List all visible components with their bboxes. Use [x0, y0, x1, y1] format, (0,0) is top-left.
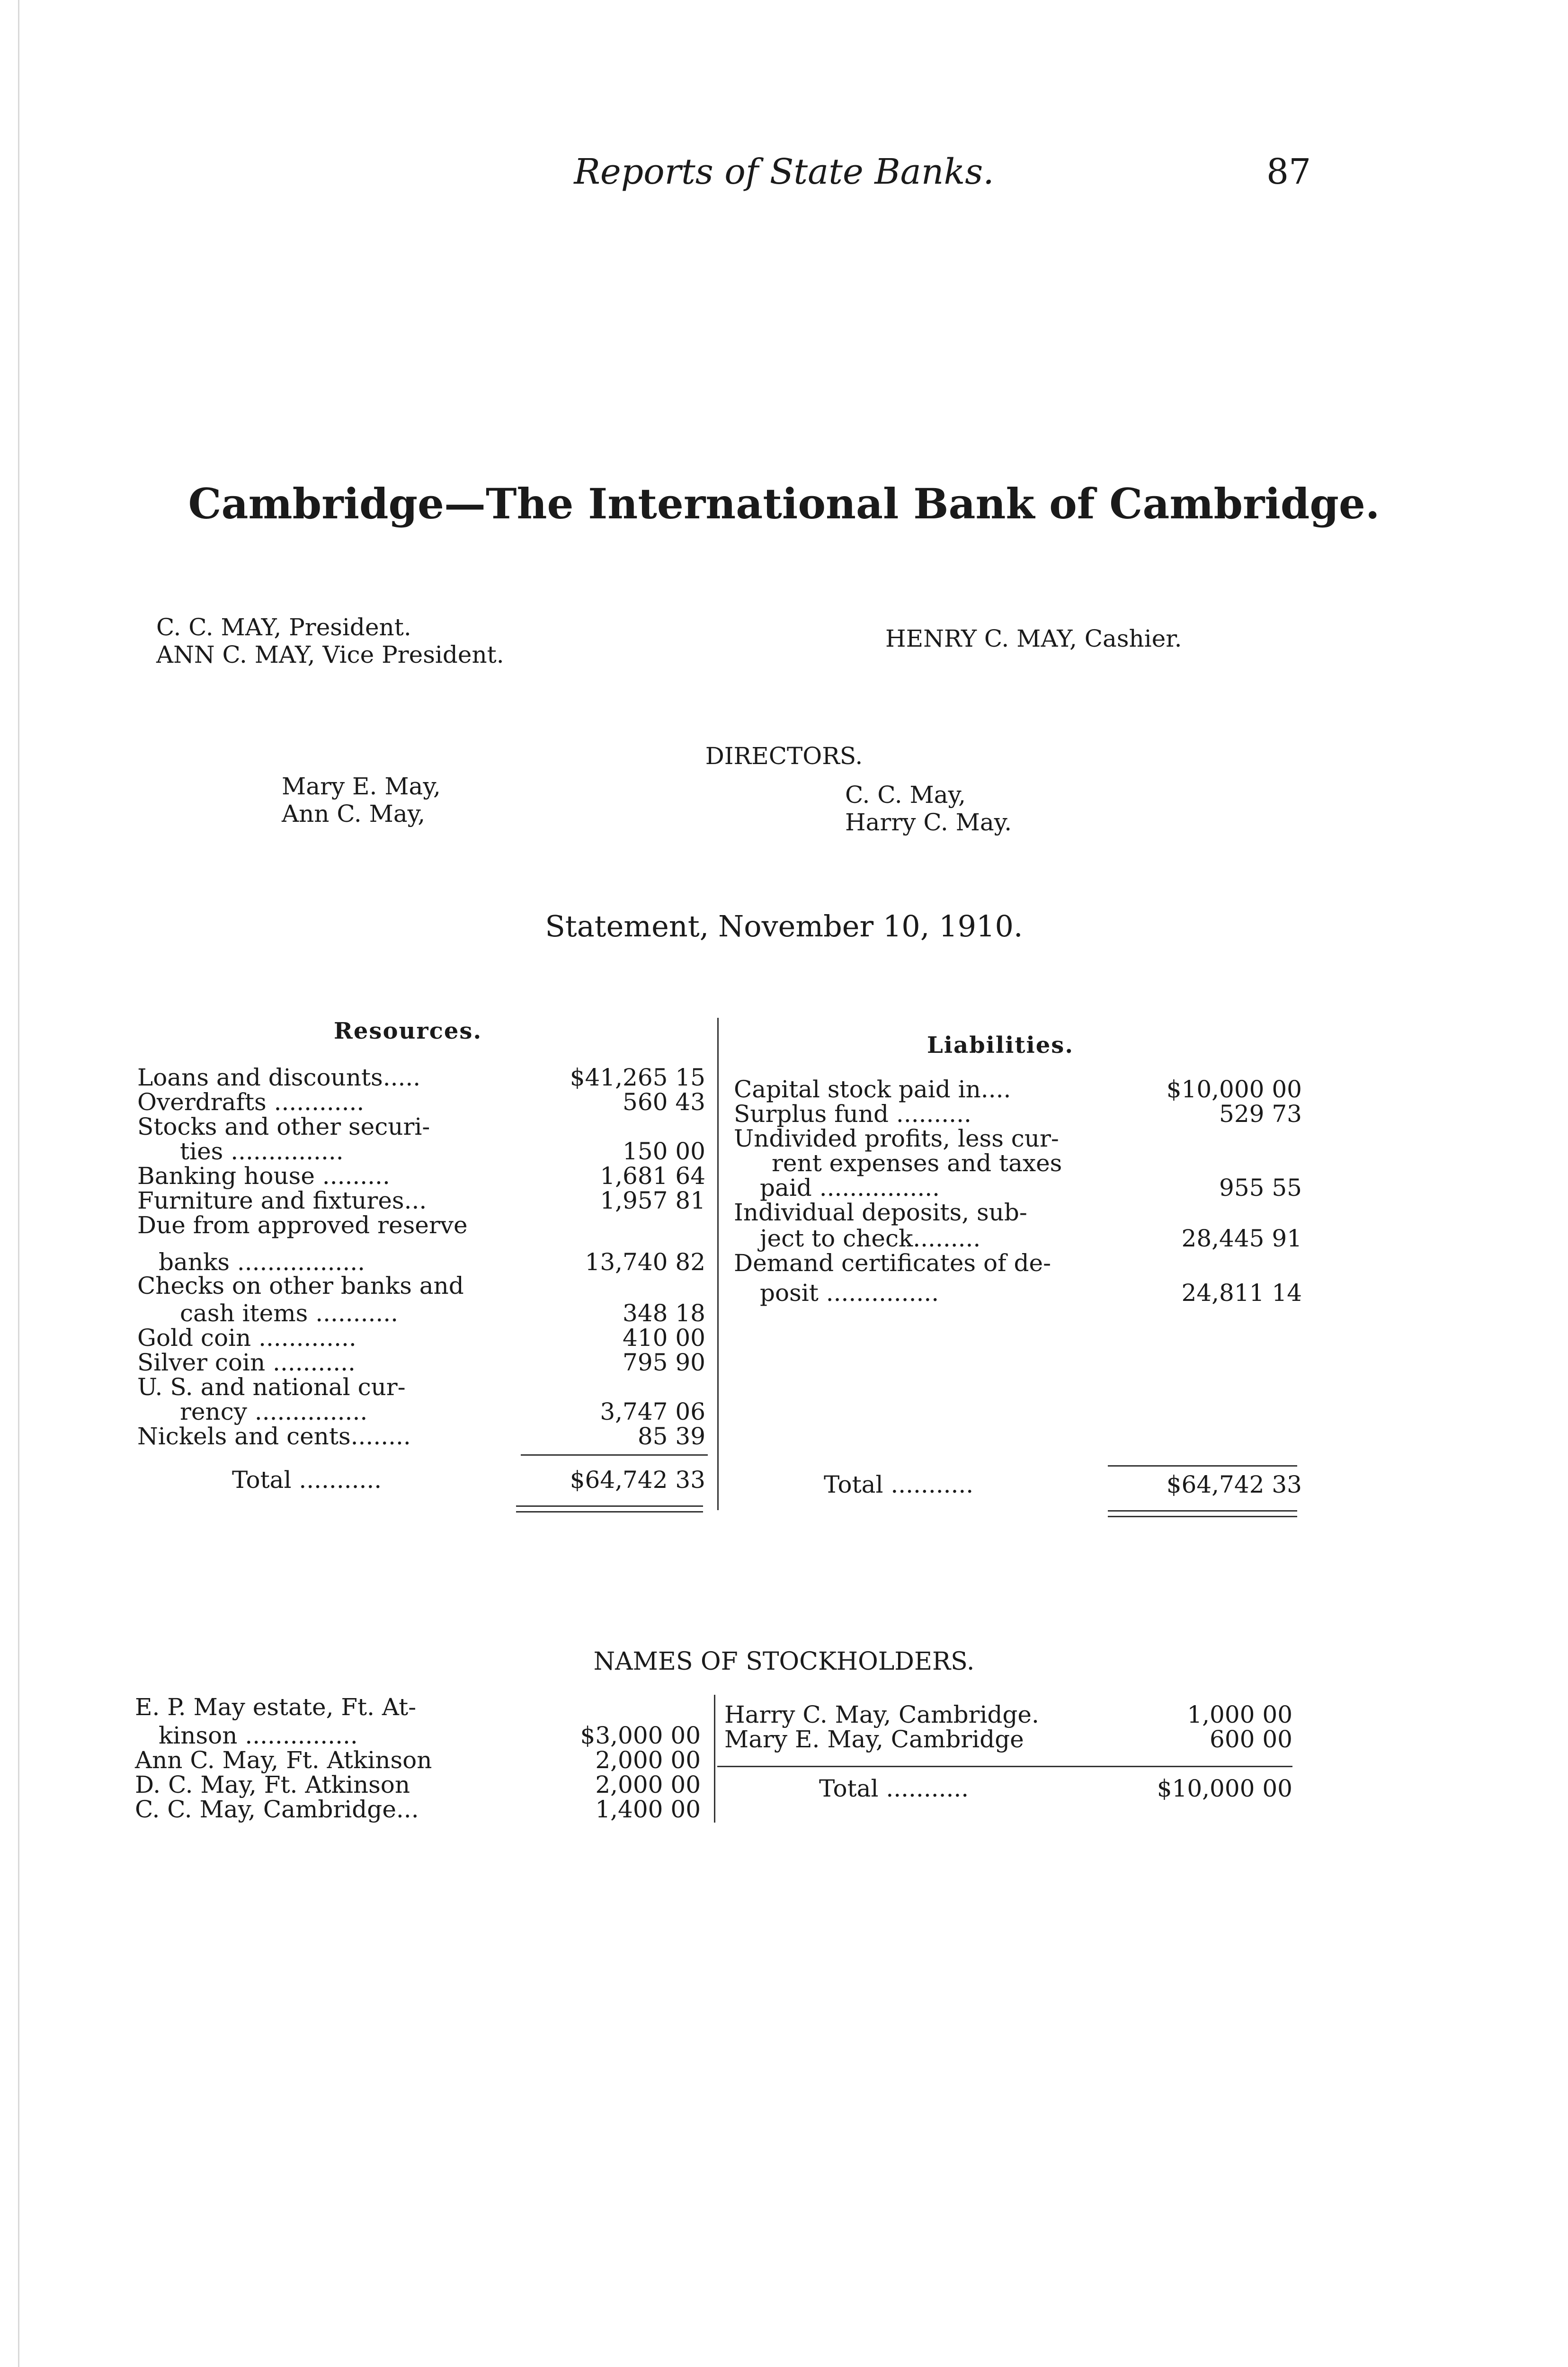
total-label: Total ........... [819, 1775, 969, 1802]
stockholder-amount: 600 00 [1210, 1726, 1292, 1753]
row-label: Capital stock paid in.... [734, 1076, 1011, 1103]
row-label: Overdrafts ............ [137, 1088, 365, 1116]
double-rule-top [516, 1505, 703, 1507]
statement-title: Statement, November 10, 1910. [545, 909, 1023, 943]
row-label: Furniture and fixtures... [137, 1187, 427, 1214]
total-amount: $64,742 33 [570, 1466, 705, 1494]
total-label: Total ........... [824, 1471, 974, 1498]
stockholder-amount: 1,000 00 [1187, 1701, 1292, 1728]
stockholder-name: Ann C. May, Ft. Atkinson [135, 1746, 432, 1774]
liabilities-heading: Liabilities. [927, 1032, 1074, 1059]
stockholders-heading: NAMES OF STOCKHOLDERS. [593, 1647, 975, 1676]
row-amount: 955 55 [1219, 1174, 1302, 1201]
page-number: 87 [1266, 151, 1311, 192]
row-amount: 795 90 [623, 1349, 705, 1376]
stockholder-amount: 1,400 00 [595, 1796, 701, 1823]
row-amount: 24,811 14 [1181, 1279, 1302, 1307]
director-right-1: C. C. May, [845, 781, 966, 809]
row-label: Loans and discounts..... [137, 1064, 421, 1091]
double-rule-bottom [1108, 1516, 1297, 1517]
row-amount: 13,740 82 [585, 1248, 705, 1276]
row-amount: 529 73 [1219, 1100, 1302, 1128]
row-amount: 410 00 [623, 1324, 705, 1352]
row-amount: 1,681 64 [600, 1162, 705, 1190]
row-amount: 85 39 [637, 1423, 705, 1450]
row-label: cash items ........... [180, 1299, 399, 1327]
row-label: Due from approved reserve [137, 1211, 468, 1239]
directors-heading: DIRECTORS. [705, 742, 863, 770]
row-label: rency ............... [180, 1398, 368, 1425]
row-label: rent expenses and taxes [772, 1149, 1062, 1177]
stockholder-amount: $3,000 00 [580, 1722, 701, 1749]
row-amount: 150 00 [623, 1138, 705, 1165]
row-amount: 348 18 [623, 1299, 705, 1327]
double-rule-top [1108, 1510, 1297, 1512]
officer-vice-president: ANN C. MAY, Vice President. [156, 641, 504, 668]
row-label: Checks on other banks and [137, 1272, 464, 1299]
row-label: Demand certificates of de- [734, 1249, 1051, 1277]
bank-title: Cambridge—The International Bank of Cambridge. [188, 479, 1380, 528]
column-divider [717, 1018, 719, 1510]
row-label: Surplus fund .......... [734, 1100, 971, 1128]
stockholder-name: Mary E. May, Cambridge [724, 1726, 1024, 1753]
total-amount: $10,000 00 [1157, 1775, 1292, 1802]
row-label: ject to check......... [760, 1225, 981, 1252]
stockholder-name: kinson ............... [159, 1722, 358, 1749]
row-label: paid ................ [760, 1174, 940, 1201]
subtotal-rule [521, 1454, 708, 1456]
row-amount: $10,000 00 [1166, 1076, 1302, 1103]
double-rule-bottom [516, 1511, 703, 1513]
row-label: Stocks and other securi- [137, 1113, 430, 1140]
row-label: Individual deposits, sub- [734, 1199, 1027, 1226]
row-amount: 3,747 06 [600, 1398, 705, 1425]
row-amount: $41,265 15 [570, 1064, 705, 1091]
stockholder-name: E. P. May estate, Ft. At- [135, 1693, 417, 1721]
row-label: Gold coin ............. [137, 1324, 356, 1352]
stockholder-name: C. C. May, Cambridge... [135, 1796, 419, 1823]
resources-heading: Resources. [334, 1018, 482, 1044]
stockholder-name: Harry C. May, Cambridge. [724, 1701, 1039, 1728]
row-label: ties ............... [180, 1138, 344, 1165]
officer-cashier: HENRY C. MAY, Cashier. [885, 625, 1182, 652]
row-amount: 28,445 91 [1181, 1225, 1302, 1252]
stockholder-amount: 2,000 00 [595, 1771, 701, 1798]
stockholders-divider [714, 1695, 715, 1823]
row-label: banks ................. [159, 1248, 365, 1276]
row-label: U. S. and national cur- [137, 1373, 406, 1401]
page-edge [18, 0, 19, 2367]
director-right-2: Harry C. May. [845, 809, 1012, 836]
stockholder-amount: 2,000 00 [595, 1746, 701, 1774]
row-label: posit ............... [760, 1279, 939, 1307]
officer-president: C. C. MAY, President. [156, 614, 411, 641]
subtotal-rule [1108, 1465, 1297, 1467]
running-title: Reports of State Banks. [574, 151, 994, 192]
total-label: Total ........... [232, 1466, 382, 1494]
row-label: Silver coin ........... [137, 1349, 356, 1376]
stockholder-name: D. C. May, Ft. Atkinson [135, 1771, 410, 1798]
stockholders-total-rule [717, 1766, 1292, 1767]
row-label: Banking house ......... [137, 1162, 390, 1190]
row-amount: 560 43 [623, 1088, 705, 1116]
row-label: Undivided profits, less cur- [734, 1125, 1059, 1152]
director-left-2: Ann C. May, [282, 800, 426, 828]
director-left-1: Mary E. May, [282, 773, 441, 800]
row-amount: 1,957 81 [600, 1187, 705, 1214]
total-amount: $64,742 33 [1166, 1471, 1302, 1498]
row-label: Nickels and cents........ [137, 1423, 411, 1450]
